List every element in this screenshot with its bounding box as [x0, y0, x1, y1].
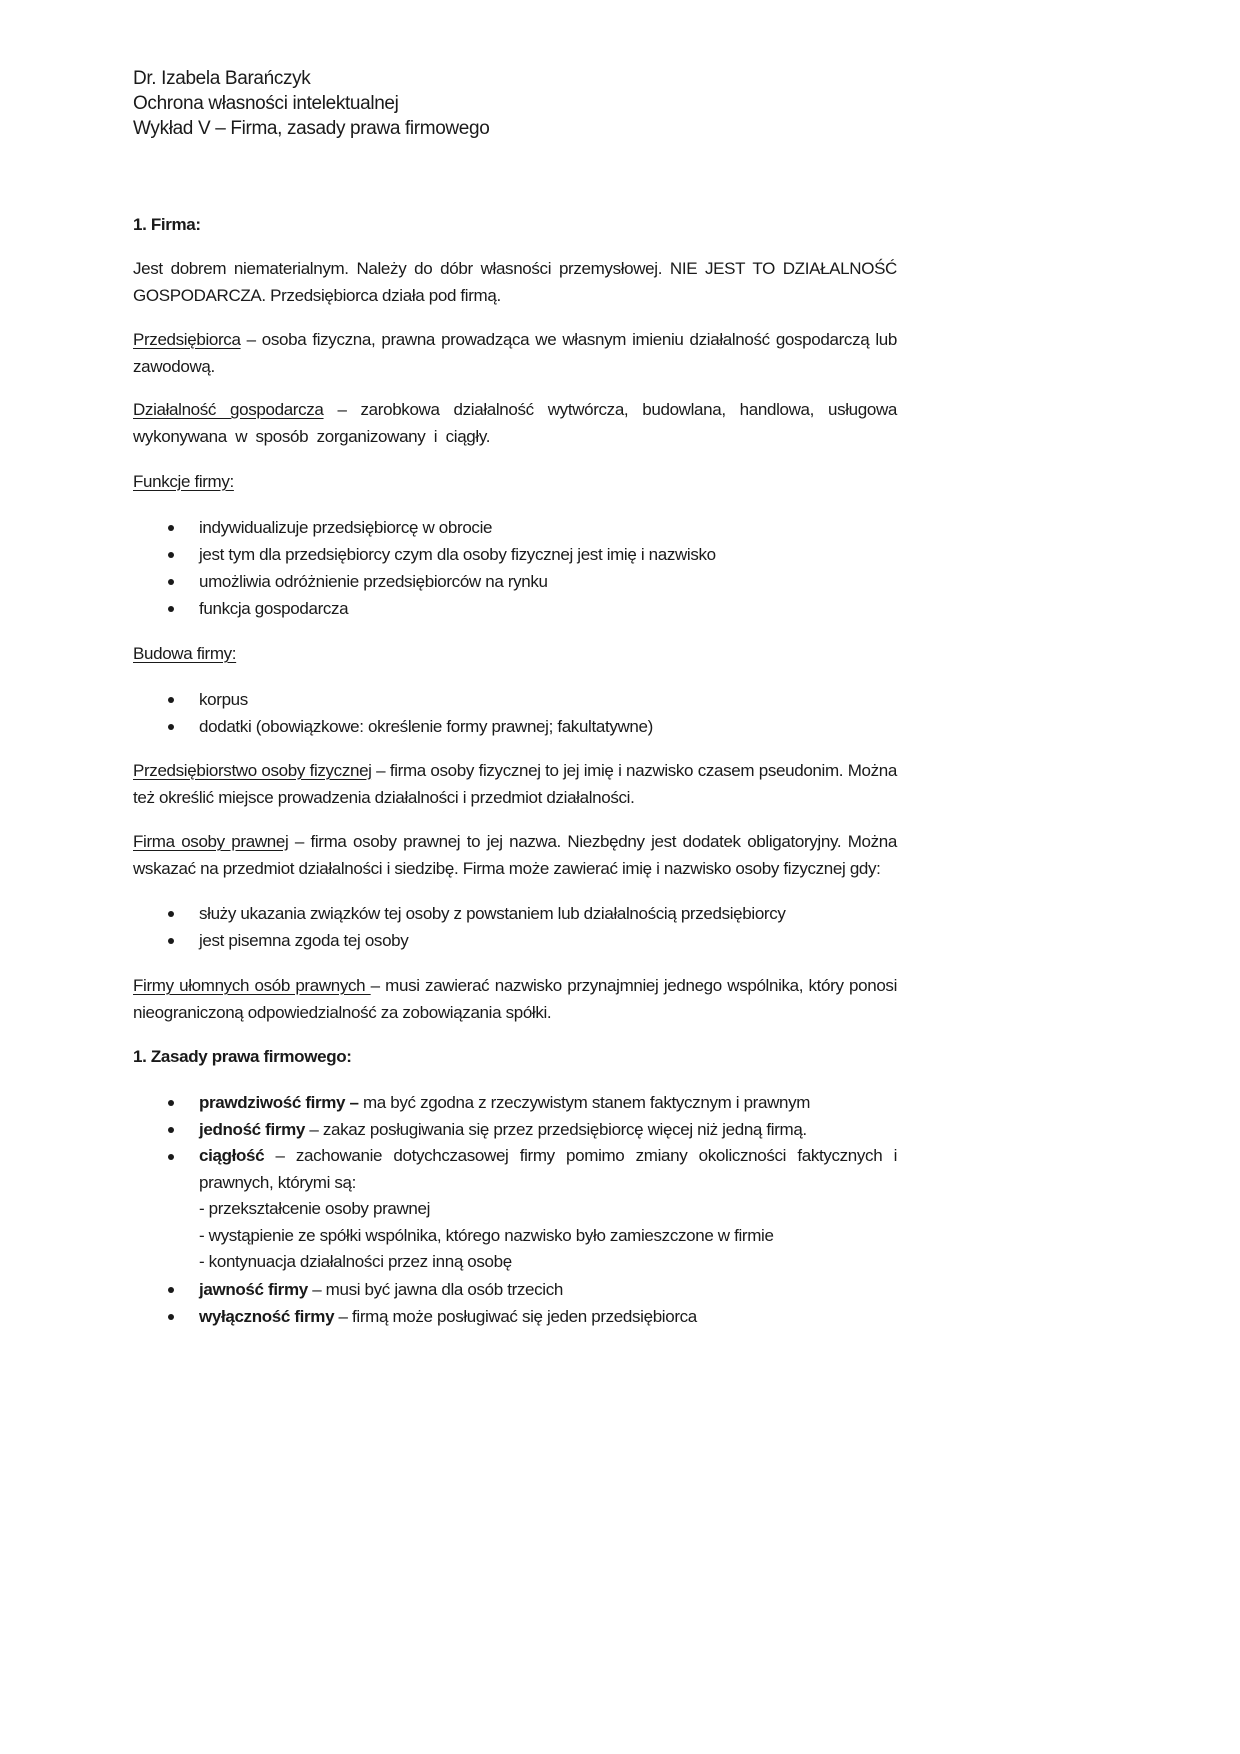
- definition: – firma osoby fizycznej to jej imię i nazwisko czasem pseudonim. Można też określić miejsce prowadzenia działalności i przedmiot działalności.: [133, 761, 897, 807]
- legal-person-list: [133, 900, 897, 954]
- definition: – firmą może posługiwać się jeden przedsiębiorca: [334, 1306, 697, 1326]
- incomplete-legal-persons-paragraph: [133, 973, 897, 1026]
- term: prawdziwość firmy –: [199, 1093, 359, 1112]
- list-item: funkcja gospodarcza: [133, 595, 897, 622]
- definition: – musi zawierać nazwisko przynajmniej jednego wspólnika, który ponosi nieograniczoną odpowiedzialność za zobowiązania spółki.: [133, 976, 898, 1022]
- term: jawność firmy: [199, 1279, 308, 1299]
- structure-list: [133, 686, 897, 740]
- term: wyłączność firmy: [199, 1306, 335, 1326]
- term: ciągłość: [199, 1146, 265, 1165]
- definition: – osoba fizyczna, prawna prowadząca we własnym imieniu działalność gospodarczą lub zawodową.: [133, 330, 897, 376]
- list-item: [133, 1089, 897, 1116]
- structure-heading: Budowa firmy:: [133, 644, 237, 663]
- list-item: [133, 1143, 897, 1196]
- course-title: Ochrona własności intelektualnej: [133, 93, 399, 114]
- term: Firmy ułomnych osób prawnych: [133, 976, 371, 995]
- functions-heading: Funkcje firmy:: [133, 472, 234, 491]
- definition-business: [133, 397, 897, 450]
- sub-item: - wystąpienie ze spółki wspólnika, którego nazwisko było zamieszczone w firmie: [199, 1225, 774, 1245]
- list-item: [133, 1303, 897, 1330]
- definition: – zachowanie dotychczasowej firmy pomimo zmiany okoliczności faktycznych i prawnych, którymi są:: [199, 1146, 897, 1192]
- author: Dr. Izabela Barańczyk: [133, 68, 311, 89]
- list-item: służy ukazania związków tej osoby z powstaniem lub działalnością przedsiębiorcy: [133, 900, 897, 927]
- list-item: [133, 1116, 897, 1143]
- list-item: umożliwia odróżnienie przedsiębiorców na rynku: [133, 568, 897, 595]
- term: Przedsiębiorstwo osoby fizycznej: [133, 761, 372, 780]
- term: Firma osoby prawnej: [133, 832, 289, 851]
- lecture-title: Wykład V – Firma, zasady prawa firmowego: [133, 118, 490, 139]
- definition: – firma osoby prawnej to jej nazwa. Niezbędny jest dodatek obligatoryjny. Można wskazać na przedmiot działalności i siedzibę. Firma może zawierać imię i nazwisko osoby fizycznej gdy:: [133, 832, 897, 878]
- list-item: dodatki (obowiązkowe: określenie formy prawnej; fakultatywne): [133, 713, 897, 740]
- definition-entrepreneur: [133, 327, 897, 380]
- natural-person-paragraph: [133, 758, 897, 811]
- section-heading-principles: 1. Zasady prawa firmowego:: [133, 1047, 352, 1066]
- list-item: jest tym dla przedsiębiorcy czym dla osoby fizycznej jest imię i nazwisko: [133, 541, 897, 568]
- definition: – zarobkowa działalność wytwórcza, budowlana, handlowa, usługowa wykonywana w sposób zorganizowany i ciągły.: [133, 400, 897, 446]
- document-header: [133, 66, 897, 141]
- definition: – musi być jawna dla osób trzecich: [307, 1279, 563, 1299]
- list-item: indywidualizuje przedsiębiorcę w obrocie: [133, 514, 897, 541]
- term: Przedsiębiorca: [133, 330, 241, 349]
- term: Działalność gospodarcza: [133, 400, 324, 419]
- definition: – zakaz posługiwania się przez przedsiębiorcę więcej niż jedną firmą.: [304, 1120, 807, 1139]
- definition: ma być zgodna z rzeczywistym stanem faktycznym i prawnym: [358, 1093, 811, 1112]
- legal-person-paragraph: [133, 829, 897, 882]
- intro-paragraph: Jest dobrem niematerialnym. Należy do dóbr własności przemysłowej. NIE JEST TO DZIAŁALNOŚĆ GOSPODARCZA. Przedsiębiorca działa pod firmą.: [133, 259, 897, 305]
- list-item: [133, 1276, 897, 1303]
- section-heading-firma: 1. Firma:: [133, 215, 201, 234]
- list-item: jest pisemna zgoda tej osoby: [133, 927, 897, 954]
- list-item: korpus: [133, 686, 897, 713]
- functions-list: [133, 514, 897, 622]
- term: jedność firmy: [199, 1120, 305, 1139]
- sub-item: - kontynuacja działalności przez inną osobę: [199, 1252, 512, 1271]
- sub-item: - przekształcenie osoby prawnej: [199, 1199, 431, 1218]
- principles-list: [133, 1089, 897, 1330]
